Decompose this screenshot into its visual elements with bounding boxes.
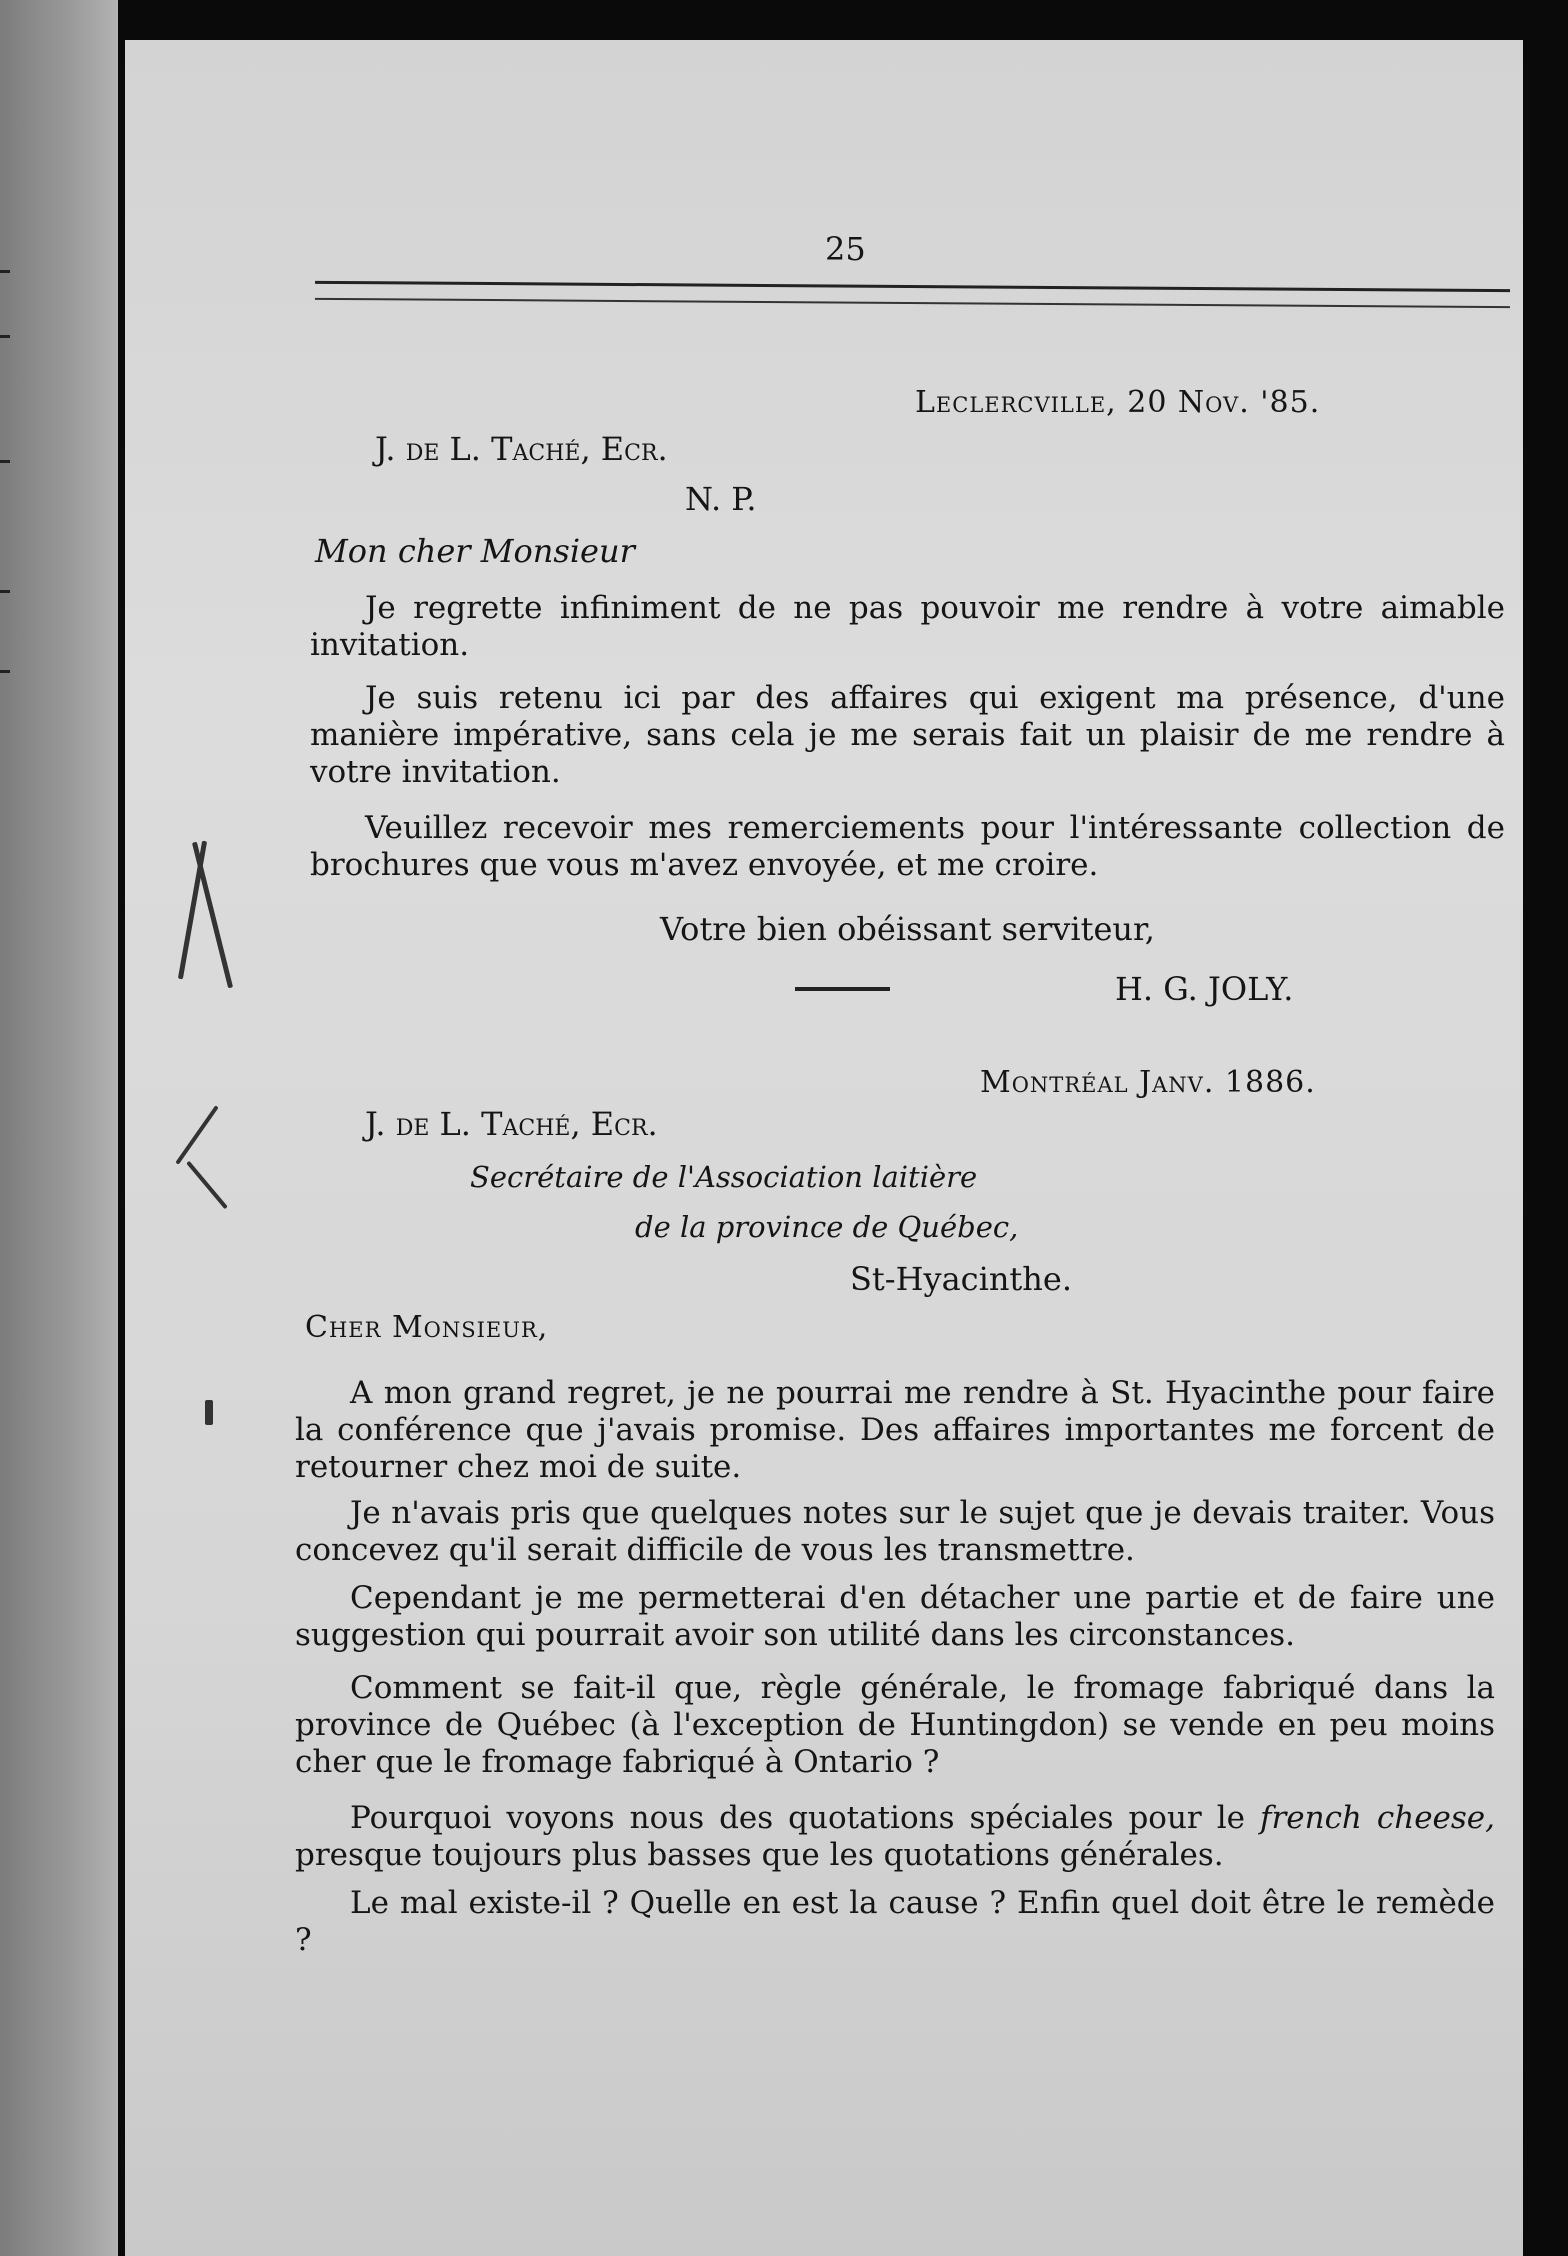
margin-pencil-mark bbox=[192, 842, 233, 989]
letter1-addressee-line2: N. P. bbox=[685, 480, 757, 518]
letter1-paragraph-3: Veuillez recevoir mes remerciements pour l'intéressante collection de brochures que vous m'avez envoyée, et me croire. bbox=[310, 810, 1505, 883]
letter1-closing: Votre bien obéissant serviteur, bbox=[660, 910, 1155, 948]
letter2-paragraph-6: Le mal existe-il ? Quelle en est la cause ? Enfin quel doit être le remède ? bbox=[295, 1885, 1495, 1958]
letter2-paragraph-4: Comment se fait-il que, règle générale, le fromage fabriqué dans la province de Québec (à l'exception de Huntingdon) se vende en peu moins cher que le fromage fabriqué à Ontario ? bbox=[295, 1670, 1495, 1780]
section-divider bbox=[795, 987, 890, 991]
letter2-paragraph-3: Cependant je me permetterai d'en détacher une partie et de faire une suggestion qui pourrait avoir son utilité dans les circonstances. bbox=[295, 1580, 1495, 1653]
margin-pencil-mark bbox=[205, 1400, 213, 1425]
letter2-addressee: J. de L. Taché, Ecr. bbox=[365, 1105, 658, 1143]
margin-pencil-mark bbox=[186, 1161, 228, 1210]
letter2-address-line3: St-Hyacinthe. bbox=[850, 1260, 1072, 1298]
letter2-paragraph-5: Pourquoi voyons nous des quotations spéciales pour le french cheese, presque toujours plus basses que les quotations générales. bbox=[295, 1800, 1496, 1873]
letter2-paragraph-2: Je n'avais pris que quelques notes sur le sujet que je devais traiter. Vous concevez qu'il serait difficile de vous les transmettre. bbox=[295, 1495, 1495, 1568]
letter1-addressee: J. de L. Taché, Ecr. bbox=[375, 430, 668, 468]
margin-pencil-mark bbox=[175, 1105, 218, 1165]
margin-pencil-mark bbox=[178, 841, 207, 980]
page-number: 25 bbox=[825, 230, 866, 268]
letter2-dateline: Montréal Janv. 1886. bbox=[980, 1065, 1316, 1100]
letter1-dateline: Leclercville, 20 Nov. '85. bbox=[915, 385, 1321, 420]
letter2-paragraph-1: A mon grand regret, je ne pourrai me rendre à St. Hyacinthe pour faire la conférence que j'avais promise. Des affaires importantes me forcent de retourner chez moi de suite. bbox=[295, 1375, 1495, 1485]
french-cheese-italic: french cheese, bbox=[1259, 1800, 1496, 1836]
letter1-salutation: Mon cher Monsieur bbox=[315, 532, 635, 570]
letter2-address-line2: de la province de Québec, bbox=[635, 1210, 1019, 1244]
letter1-paragraph-1: Je regrette infiniment de ne pas pouvoir me rendre à votre aimable invitation. bbox=[310, 590, 1505, 663]
adjacent-page-edge bbox=[0, 0, 118, 2256]
letter2-address-line1: Secrétaire de l'Association laitière bbox=[470, 1160, 978, 1194]
document-page bbox=[125, 40, 1523, 2256]
letter2-salutation: Cher Monsieur, bbox=[305, 1310, 549, 1345]
header-double-rule bbox=[315, 281, 1510, 308]
letter1-paragraph-2: Je suis retenu ici par des affaires qui exigent ma présence, d'une manière impérative, sans cela je me serais fait un plaisir de me rendre à votre invitation. bbox=[310, 680, 1505, 790]
letter1-signature: H. G. JOLY. bbox=[1115, 970, 1294, 1008]
